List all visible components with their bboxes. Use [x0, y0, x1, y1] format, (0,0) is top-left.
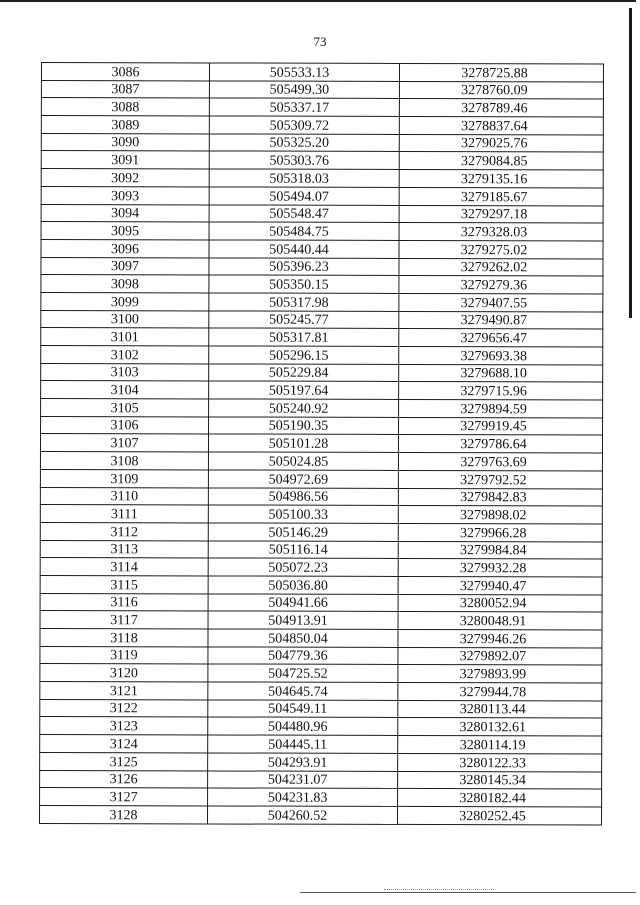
table-row	[41, 151, 603, 170]
y-coordinate-cell: 3279275.02	[399, 240, 603, 258]
point-number-cell: 3111	[40, 505, 208, 523]
table-row	[41, 116, 603, 135]
y-coordinate-cell: 3279842.83	[398, 488, 602, 506]
y-coordinate-cell: 3280145.34	[398, 771, 602, 789]
y-coordinate-cell: 3278760.09	[399, 81, 603, 99]
x-coordinate-cell: 505350.15	[209, 275, 399, 293]
x-coordinate-cell: 505100.33	[208, 505, 398, 523]
point-number-cell: 3104	[41, 381, 209, 399]
table-row	[40, 752, 602, 771]
y-coordinate-cell: 3279328.03	[399, 223, 603, 241]
point-number-cell: 3093	[41, 186, 209, 204]
point-number-cell: 3128	[40, 805, 208, 823]
x-coordinate-cell: 505240.92	[209, 399, 399, 417]
y-coordinate-cell: 3279894.59	[399, 399, 603, 417]
table-row	[40, 699, 602, 718]
y-coordinate-cell: 3279892.07	[398, 647, 602, 665]
table-row	[41, 399, 603, 418]
x-coordinate-cell: 504231.07	[208, 770, 398, 788]
table-row	[40, 717, 602, 736]
table-row	[40, 558, 602, 577]
x-coordinate-cell: 505484.75	[209, 222, 399, 240]
y-coordinate-cell: 3279688.10	[399, 364, 603, 382]
table-row	[41, 80, 603, 99]
y-coordinate-cell: 3279084.85	[399, 152, 603, 170]
point-number-cell: 3088	[41, 98, 209, 116]
y-coordinate-cell: 3279297.18	[399, 205, 603, 223]
table-row	[40, 487, 602, 506]
y-coordinate-cell: 3279407.55	[399, 293, 603, 311]
table-row	[40, 434, 602, 453]
table-row	[40, 646, 602, 665]
y-coordinate-cell: 3279693.38	[399, 346, 603, 364]
x-coordinate-cell: 504986.56	[208, 487, 398, 505]
y-coordinate-cell: 3279984.84	[398, 541, 602, 559]
table-row	[41, 310, 603, 329]
point-number-cell: 3086	[41, 63, 209, 81]
y-coordinate-cell: 3279279.36	[399, 276, 603, 294]
point-number-cell: 3102	[41, 346, 209, 364]
point-number-cell: 3105	[41, 399, 209, 417]
x-coordinate-cell: 504972.69	[208, 470, 398, 488]
point-number-cell: 3123	[40, 717, 208, 735]
point-number-cell: 3118	[40, 628, 208, 646]
table-row	[41, 292, 603, 311]
x-coordinate-cell: 505337.17	[209, 98, 399, 116]
table-row	[40, 505, 602, 524]
x-coordinate-cell: 504480.96	[208, 717, 398, 735]
y-coordinate-cell: 3280252.45	[398, 806, 602, 824]
y-coordinate-cell: 3278789.46	[399, 99, 603, 117]
point-number-cell: 3119	[40, 646, 208, 664]
x-coordinate-cell: 505245.77	[209, 311, 399, 329]
point-number-cell: 3109	[40, 469, 208, 487]
x-coordinate-cell: 505072.23	[208, 558, 398, 576]
y-coordinate-cell: 3279898.02	[398, 506, 602, 524]
x-coordinate-cell: 504445.11	[208, 735, 398, 753]
y-coordinate-cell: 3279966.28	[398, 523, 602, 541]
point-number-cell: 3124	[40, 735, 208, 753]
coordinates-table	[39, 62, 604, 825]
point-number-cell: 3106	[41, 416, 209, 434]
y-coordinate-cell: 3279919.45	[399, 417, 603, 435]
y-coordinate-cell: 3279763.69	[398, 453, 602, 471]
table-row	[41, 363, 603, 382]
y-coordinate-cell: 3279792.52	[398, 470, 602, 488]
point-number-cell: 3116	[40, 593, 208, 611]
point-number-cell: 3125	[40, 752, 208, 770]
table-row	[41, 328, 603, 347]
table-row	[41, 204, 603, 223]
x-coordinate-cell: 504941.66	[208, 594, 398, 612]
point-number-cell: 3099	[41, 292, 209, 310]
x-coordinate-cell: 505533.13	[209, 63, 399, 81]
point-number-cell: 3089	[41, 116, 209, 134]
table-row	[40, 522, 602, 541]
table-row	[41, 346, 603, 365]
point-number-cell: 3120	[40, 664, 208, 682]
x-coordinate-cell: 505318.03	[209, 169, 399, 187]
table-row	[40, 593, 602, 612]
footer-rule	[300, 892, 636, 893]
x-coordinate-cell: 505296.15	[209, 346, 399, 364]
point-number-cell: 3121	[40, 682, 208, 700]
x-coordinate-cell: 505309.72	[209, 116, 399, 134]
point-number-cell: 3108	[40, 452, 208, 470]
y-coordinate-cell: 3279940.47	[398, 576, 602, 594]
point-number-cell: 3090	[41, 133, 209, 151]
x-coordinate-cell: 505024.85	[208, 452, 398, 470]
table-row	[40, 788, 602, 807]
point-number-cell: 3107	[40, 434, 208, 452]
table-row	[41, 98, 603, 117]
point-number-cell: 3097	[41, 257, 209, 275]
point-number-cell: 3095	[41, 222, 209, 240]
point-number-cell: 3103	[41, 363, 209, 381]
table-row	[41, 257, 603, 276]
point-number-cell: 3117	[40, 611, 208, 629]
x-coordinate-cell: 505325.20	[209, 134, 399, 152]
table-row	[41, 63, 603, 82]
x-coordinate-cell: 504293.91	[208, 753, 398, 771]
y-coordinate-cell: 3280122.33	[398, 753, 602, 771]
x-coordinate-cell: 505317.98	[209, 293, 399, 311]
table-row	[40, 469, 602, 488]
table-row	[40, 664, 602, 683]
table-row	[41, 381, 603, 400]
y-coordinate-cell: 3279932.28	[398, 559, 602, 577]
x-coordinate-cell: 505494.07	[209, 187, 399, 205]
x-coordinate-cell: 505146.29	[208, 523, 398, 541]
page-number: 73	[313, 34, 327, 49]
x-coordinate-cell: 505303.76	[209, 151, 399, 169]
x-coordinate-cell: 505036.80	[208, 576, 398, 594]
point-number-cell: 3122	[40, 699, 208, 717]
point-number-cell: 3115	[40, 575, 208, 593]
table-row	[41, 186, 603, 205]
y-coordinate-cell: 3279025.76	[399, 134, 603, 152]
x-coordinate-cell: 504260.52	[208, 806, 398, 824]
point-number-cell: 3100	[41, 310, 209, 328]
x-coordinate-cell: 504231.83	[208, 788, 398, 806]
y-coordinate-cell: 3278725.88	[399, 63, 603, 81]
table-row	[40, 682, 602, 701]
x-coordinate-cell: 504850.04	[208, 629, 398, 647]
table-row	[40, 735, 602, 754]
table-row	[40, 452, 602, 471]
x-coordinate-cell: 505197.64	[209, 381, 399, 399]
x-coordinate-cell: 505190.35	[209, 417, 399, 435]
point-number-cell: 3087	[41, 80, 209, 98]
y-coordinate-cell: 3280048.91	[398, 612, 602, 630]
point-number-cell: 3096	[41, 239, 209, 257]
x-coordinate-cell: 505116.14	[208, 541, 398, 559]
point-number-cell: 3091	[41, 151, 209, 169]
point-number-cell: 3114	[40, 558, 208, 576]
point-number-cell: 3127	[40, 788, 208, 806]
table-row	[41, 275, 603, 294]
table-row	[40, 770, 602, 789]
table-row	[41, 416, 603, 435]
y-coordinate-cell: 3279490.87	[399, 311, 603, 329]
right-margin-rule	[629, 8, 632, 318]
x-coordinate-cell: 504645.74	[208, 682, 398, 700]
y-coordinate-cell: 3279946.26	[398, 629, 602, 647]
x-coordinate-cell: 505229.84	[209, 364, 399, 382]
y-coordinate-cell: 3280052.94	[398, 594, 602, 612]
y-coordinate-cell: 3280182.44	[398, 789, 602, 807]
x-coordinate-cell: 504913.91	[208, 611, 398, 629]
footer-dotted-line	[384, 889, 494, 890]
top-border-rule	[0, 0, 636, 2]
y-coordinate-cell: 3278837.64	[399, 117, 603, 135]
x-coordinate-cell: 505440.44	[209, 240, 399, 258]
table-row	[41, 222, 603, 241]
table-row	[40, 575, 602, 594]
y-coordinate-cell: 3279656.47	[399, 329, 603, 347]
point-number-cell: 3092	[41, 169, 209, 187]
x-coordinate-cell: 504779.36	[208, 647, 398, 665]
table-row	[41, 239, 603, 258]
table-row	[40, 805, 602, 824]
y-coordinate-cell: 3279715.96	[399, 382, 603, 400]
table-row	[41, 133, 603, 152]
point-number-cell: 3094	[41, 204, 209, 222]
y-coordinate-cell: 3280113.44	[398, 700, 602, 718]
coordinates-table-body	[40, 63, 604, 825]
table-row	[40, 540, 602, 559]
y-coordinate-cell: 3279135.16	[399, 170, 603, 188]
table-row	[40, 628, 602, 647]
y-coordinate-cell: 3280114.19	[398, 736, 602, 754]
point-number-cell: 3101	[41, 328, 209, 346]
x-coordinate-cell: 504549.11	[208, 700, 398, 718]
x-coordinate-cell: 505499.30	[209, 81, 399, 99]
x-coordinate-cell: 505101.28	[208, 434, 398, 452]
point-number-cell: 3113	[40, 540, 208, 558]
point-number-cell: 3112	[40, 522, 208, 540]
x-coordinate-cell: 505396.23	[209, 258, 399, 276]
point-number-cell: 3098	[41, 275, 209, 293]
table-row	[41, 169, 603, 188]
y-coordinate-cell: 3279893.99	[398, 665, 602, 683]
x-coordinate-cell: 504725.52	[208, 664, 398, 682]
y-coordinate-cell: 3279262.02	[399, 258, 603, 276]
table-row	[40, 611, 602, 630]
x-coordinate-cell: 505317.81	[209, 328, 399, 346]
point-number-cell: 3110	[40, 487, 208, 505]
y-coordinate-cell: 3280132.61	[398, 718, 602, 736]
y-coordinate-cell: 3279185.67	[399, 187, 603, 205]
y-coordinate-cell: 3279944.78	[398, 682, 602, 700]
y-coordinate-cell: 3279786.64	[398, 435, 602, 453]
x-coordinate-cell: 505548.47	[209, 204, 399, 222]
point-number-cell: 3126	[40, 770, 208, 788]
